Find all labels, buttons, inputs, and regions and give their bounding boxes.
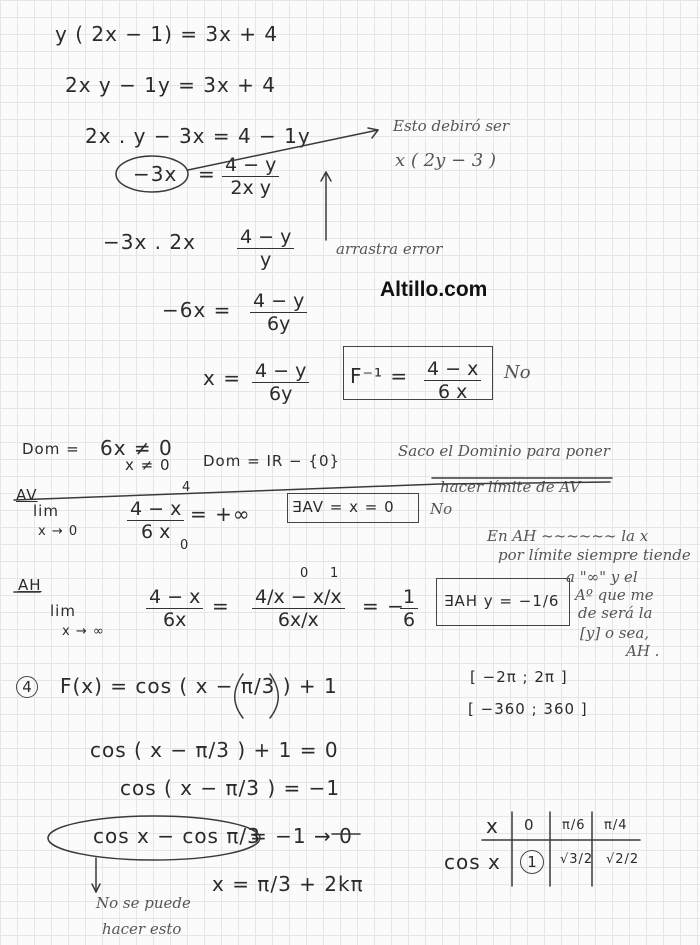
table-cos-value-2: √3/2	[560, 852, 594, 867]
equation-line-4-equals: =	[198, 162, 216, 186]
fraction-denominator: 6x	[163, 609, 187, 631]
trig-interval-radians: [ −2π ; 2π ]	[470, 668, 568, 686]
av-denominator-subscript: 0	[180, 538, 190, 553]
equation-line-4-left: −3x	[133, 162, 178, 186]
equation-line-3: 2x . y − 3x = 4 − 1y	[85, 124, 311, 148]
fraction-denominator: 6y	[267, 313, 291, 335]
note-ah-3: a "∞" y el	[566, 568, 638, 586]
ah-one-mark: 1	[330, 566, 340, 581]
ah-lim-subscript: x → ∞	[62, 624, 105, 639]
note-ah-5: de será la	[578, 604, 653, 622]
fraction-denominator: 6x/x	[277, 609, 319, 631]
ah-equals-1: =	[212, 594, 230, 618]
fraction-denominator: 6 x	[437, 381, 468, 403]
av-result-box-text: ∃AV = x = 0	[292, 498, 395, 516]
trig-equation-1: cos ( x − π/3 ) + 1 = 0	[90, 738, 339, 762]
table-cos-value-3: √2/2	[606, 852, 640, 867]
note-drag-error: arrastra error	[336, 240, 443, 258]
table-cos-value-1: 1	[520, 850, 544, 874]
fraction-denominator: 6	[403, 609, 416, 631]
note-ah-4: Aº que me	[575, 586, 654, 604]
item-number-badge: 4	[16, 676, 38, 698]
trig-equation-4: x = π/3 + 2kπ	[212, 872, 364, 896]
note-ah-1: En AH ~~~~~~ la x	[487, 527, 649, 545]
note-ah-6: [y] o sea,	[580, 624, 650, 642]
note-domain-2: hacer límite de AV	[440, 478, 581, 496]
ah-lim: lim	[50, 602, 76, 620]
inverse-function-left: F⁻¹ =	[350, 364, 409, 388]
watermark: Altillo.com	[380, 278, 488, 301]
fraction-numerator: 4 − y	[237, 226, 294, 249]
equation-line-7-fraction	[252, 360, 309, 405]
fraction-numerator: 4 − x	[424, 358, 481, 381]
equation-line-5-left: −3x . 2x	[103, 230, 196, 254]
note-ah-2: por límite siempre tiende	[498, 546, 691, 564]
note-cannot-2: hacer esto	[102, 920, 182, 938]
av-no: No	[430, 500, 453, 518]
domain-result: Dom = IR − {0}	[203, 452, 341, 470]
ah-fraction-1	[146, 586, 203, 631]
inverse-function-fraction	[424, 358, 481, 403]
fraction-numerator: 4 − y	[222, 154, 279, 177]
ah-result-box-text: ∃AH y = −1/6	[444, 592, 560, 610]
fraction-numerator: 4 − y	[252, 360, 309, 383]
note-ah-7: AH .	[626, 642, 660, 660]
fraction-denominator: 6y	[269, 383, 293, 405]
equation-line-6-left: −6x =	[162, 298, 232, 322]
equation-line-5-fraction	[237, 226, 294, 271]
av-lim-subscript: x → 0	[38, 524, 79, 539]
equation-line-6-fraction	[250, 290, 307, 335]
fraction-numerator: 4 − x	[146, 586, 203, 609]
ah-heading: AH	[18, 576, 42, 594]
note-should-be: Esto debiró ser	[393, 117, 510, 135]
arrowhead-drag-error	[321, 172, 331, 181]
av-fraction	[127, 498, 184, 543]
arrowhead-correction	[368, 128, 378, 138]
table-cos-label: cos x	[444, 850, 501, 874]
trig-equation-2: cos ( x − π/3 ) = −1	[120, 776, 341, 800]
ah-fraction-3	[400, 586, 418, 631]
ah-zero-mark: 0	[300, 566, 310, 581]
domain-condition-1: 6x ≠ 0	[100, 436, 173, 460]
trig-equation-3-right: = −1 → 0	[250, 824, 353, 848]
fraction-denominator: 2x y	[230, 177, 271, 199]
table-x-value-3: π/4	[604, 818, 628, 833]
trig-interval-degrees: [ −360 ; 360 ]	[468, 700, 588, 718]
arrowhead-cannot	[92, 884, 100, 892]
equation-line-2: 2x y − 1y = 3x + 4	[65, 73, 277, 97]
trig-function: F(x) = cos ( x − π/3 ) + 1	[60, 674, 338, 698]
equation-line-1: y ( 2x − 1) = 3x + 4	[55, 22, 279, 46]
note-domain-1: Saco el Dominio para poner	[398, 442, 610, 460]
inverse-function-no: No	[504, 362, 531, 383]
av-result: = +∞	[190, 502, 251, 526]
domain-condition-2: x ≠ 0	[125, 456, 171, 474]
trig-equation-3-left: cos x − cos π/3	[93, 824, 261, 848]
equation-line-4-fraction	[222, 154, 279, 199]
table-x-label: x	[486, 814, 499, 838]
table-x-value-1: 0	[524, 816, 535, 834]
ah-equals-2: = −	[362, 594, 405, 618]
av-lim: lim	[33, 502, 59, 520]
fraction-numerator: 4/x − x/x	[252, 586, 345, 609]
fraction-denominator: 6 x	[140, 521, 171, 543]
av-superscript: 4	[182, 480, 192, 495]
note-should-be-expression: x ( 2y − 3 )	[395, 150, 496, 171]
note-cannot-1: No se puede	[96, 894, 191, 912]
table-x-value-2: π/6	[562, 818, 586, 833]
domain-label: Dom =	[22, 440, 80, 458]
equation-line-7-left: x =	[203, 366, 241, 390]
ah-fraction-2	[252, 586, 345, 631]
av-heading: AV	[16, 486, 38, 504]
fraction-numerator: 4 − x	[127, 498, 184, 521]
fraction-denominator: y	[260, 249, 272, 271]
fraction-numerator: 4 − y	[250, 290, 307, 313]
fraction-numerator: 1	[400, 586, 418, 609]
